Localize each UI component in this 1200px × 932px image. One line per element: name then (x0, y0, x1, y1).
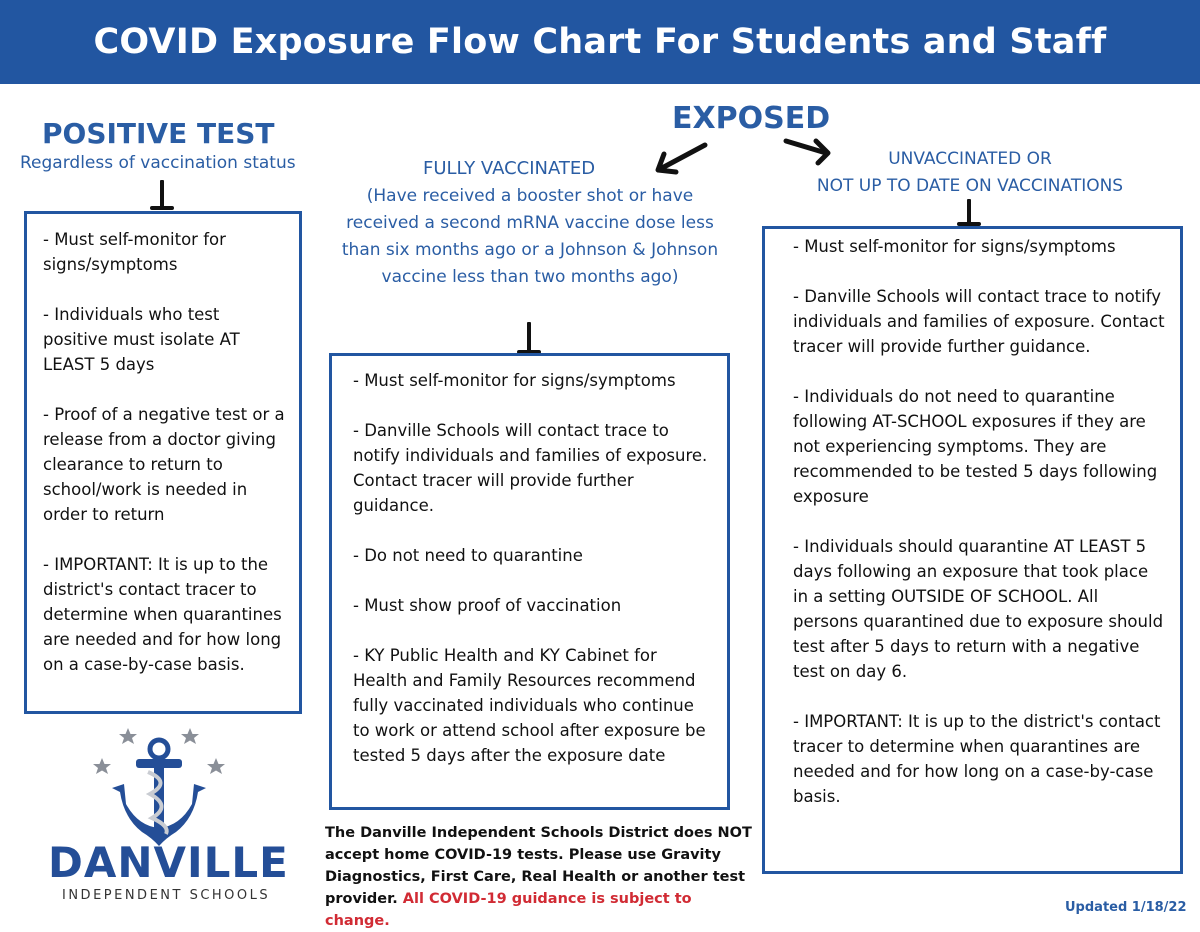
connector-stem (967, 199, 971, 224)
list-item: - Danville Schools will contact trace to notify individuals and families of exposure. Contact tracer will provide further guidance. (353, 421, 708, 515)
list-item: - Do not need to quarantine (353, 546, 583, 565)
list-item: - IMPORTANT: It is up to the district's contact tracer to determine when quarantines are needed and for how long on a case-by-case basis. (793, 712, 1161, 806)
list-item: - KY Public Health and KY Cabinet for Health and Family Resources recommend fully vaccinated individuals who continue to work or attend school after exposure be tested 5 days after the exposure date (353, 646, 706, 765)
list-item: - Proof of a negative test or a release from a doctor giving clearance to return to school/work is needed in order to return (43, 405, 285, 524)
list-item: - Individuals do not need to quarantine following AT-SCHOOL exposures if they are not experiencing symptoms. They are recommended to be tested 5 days following exposure (793, 387, 1158, 506)
connector-stem (160, 180, 164, 208)
unvaccinated-connector (957, 199, 981, 226)
guidance-warning: All COVID-19 guidance is subject to change. (325, 891, 692, 929)
list-item: - Must self-monitor for signs/symptoms (43, 230, 226, 274)
connector-stem (527, 322, 531, 352)
arrow-left-icon (650, 140, 710, 180)
logo-wordmark: DANVILLE (48, 838, 289, 887)
unvaccinated-title-line1: UNVACCINATED OR (888, 149, 1052, 169)
list-item: - Individuals who test positive must isolate AT LEAST 5 days (43, 305, 240, 374)
list-item: - Must self-monitor for signs/symptoms (793, 237, 1116, 256)
list-item: - IMPORTANT: It is up to the district's contact tracer to determine when quarantines are needed and for how long on a case-by-case basis. (43, 555, 282, 674)
anchor-logo-icon (90, 722, 240, 852)
header-banner (0, 0, 1200, 84)
positive-connector (150, 180, 174, 210)
vaccinated-box (329, 353, 730, 810)
list-item: - Individuals should quarantine AT LEAST 5 days following an exposure that took place in a setting OUTSIDE OF SCHOOL. All persons quarantined due to exposure should test after 5 days to return with a negative test on day 6. (793, 537, 1164, 681)
exposed-title: EXPOSED (672, 101, 831, 136)
footer-note (325, 822, 755, 932)
page-title: COVID Exposure Flow Chart For Students and Staff (93, 22, 1107, 62)
vaccinated-detail: (Have received a booster shot or have received a second mRNA vaccine dose less than six months ago or a Johnson & Johnson vaccine less than two months ago) (341, 186, 719, 287)
unvaccinated-title-line2: NOT UP TO DATE ON VACCINATIONS (816, 176, 1124, 196)
home-test-notice: The Danville Independent Schools District does NOT accept home COVID-19 tests. Please use Gravity Diagnostics, First Care, Real Health or another test provider. (325, 825, 752, 907)
vaccinated-title: FULLY VACCINATED (423, 158, 596, 179)
updated-date: Updated 1/18/22 (1065, 900, 1187, 915)
vaccinated-connector (517, 322, 541, 354)
positive-test-title: POSITIVE TEST (42, 117, 275, 150)
connector-base (150, 206, 174, 210)
list-item: - Danville Schools will contact trace to notify individuals and families of exposure. Contact tracer will provide further guidance. (793, 287, 1165, 356)
logo-subtitle: INDEPENDENT SCHOOLS (62, 888, 271, 903)
unvaccinated-box (762, 226, 1183, 874)
list-item: - Must self-monitor for signs/symptoms (353, 371, 676, 390)
positive-test-subtitle: Regardless of vaccination status (20, 153, 296, 173)
list-item: - Must show proof of vaccination (353, 596, 622, 615)
positive-test-box (24, 211, 302, 714)
